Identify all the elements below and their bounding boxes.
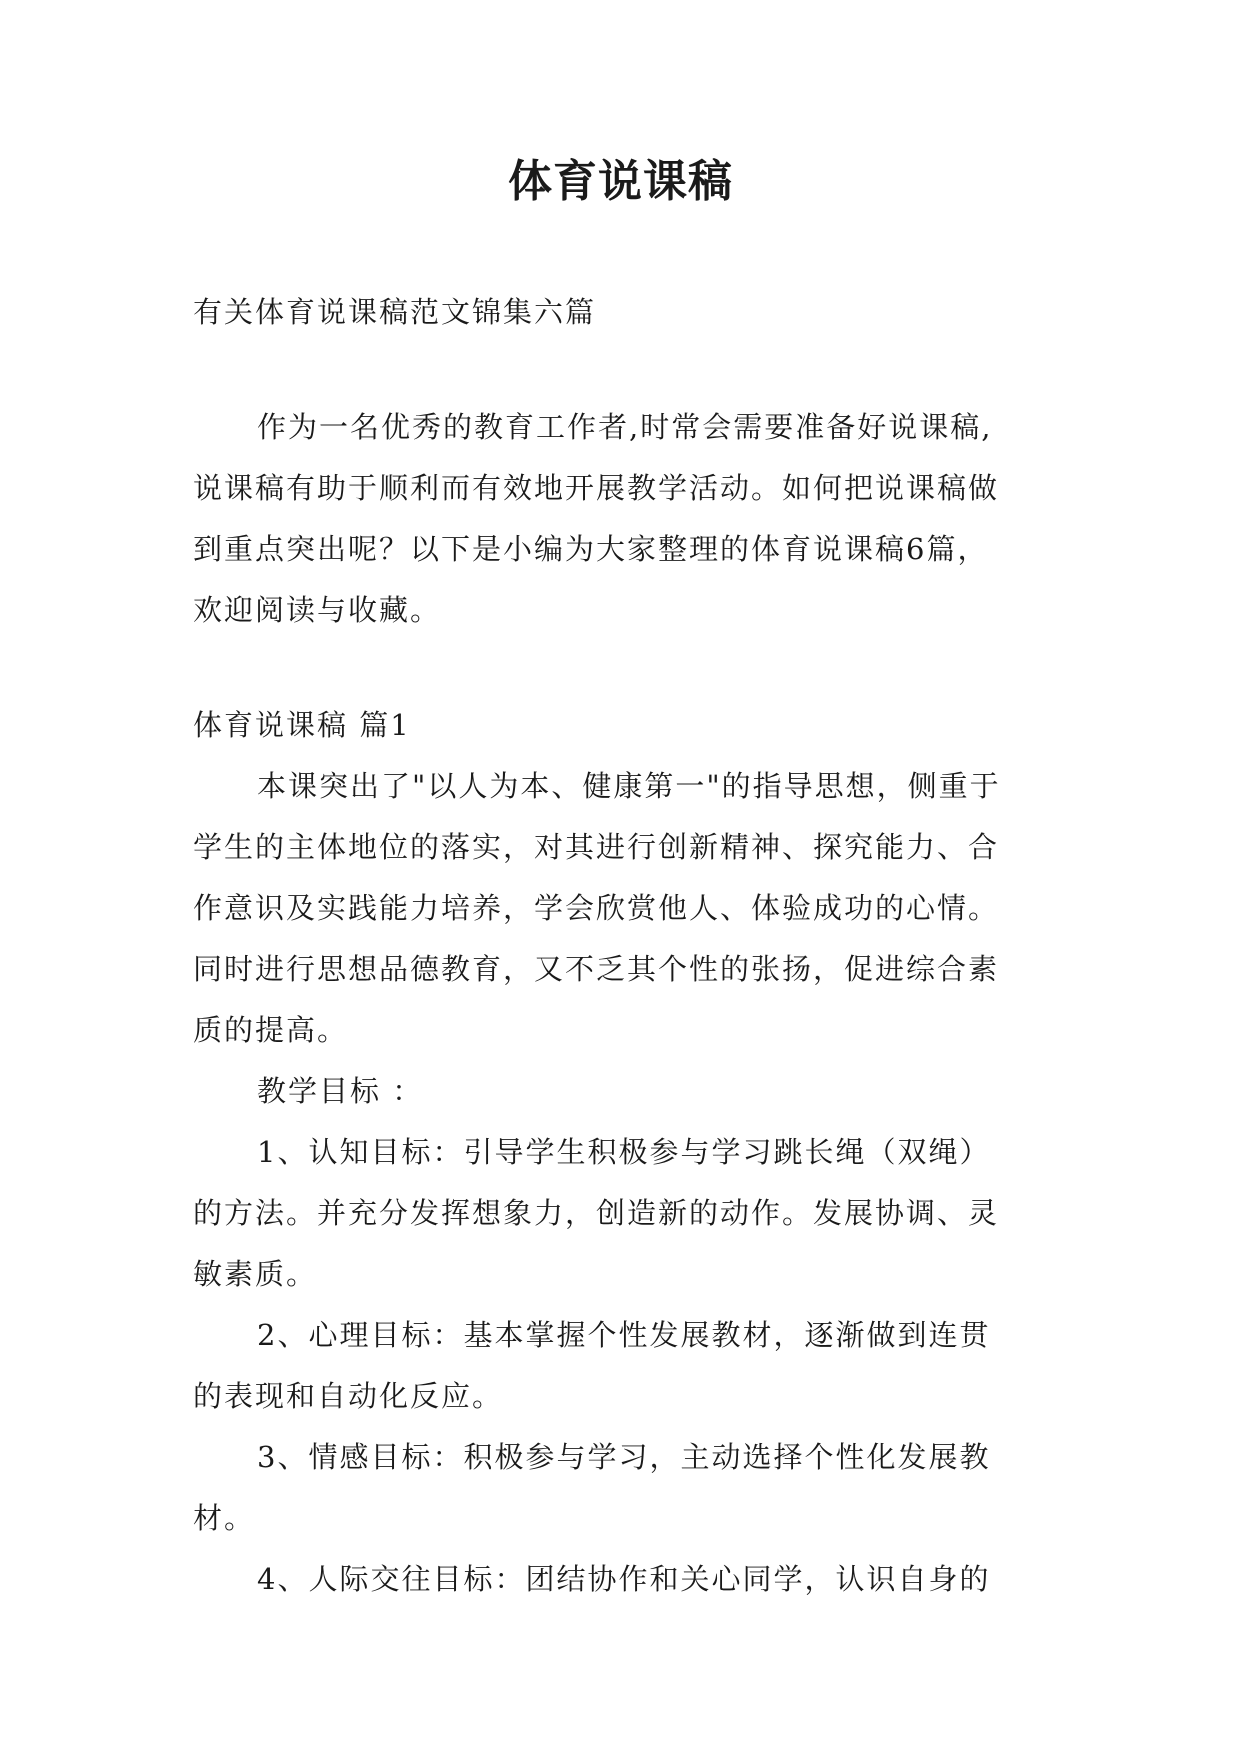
section-line: 的方法。并充分发挥想象力，创造新的动作。发展协调、灵 <box>193 1196 1000 1230</box>
section-line: 敏素质。 <box>193 1257 318 1291</box>
section-line: 材。 <box>193 1501 256 1535</box>
section-line: 质的提高。 <box>193 1013 349 1047</box>
intro-paragraph <box>193 397 1063 641</box>
intro-line: 欢迎阅读与收藏。 <box>193 593 442 627</box>
section-line: 4、人际交往目标：团结协作和关心同学，认识自身的 <box>257 1562 991 1596</box>
document-title: 体育说课稿 <box>508 156 733 207</box>
section-line: 3、情感目标：积极参与学习，主动选择个性化发展教 <box>257 1440 991 1474</box>
document-subtitle: 有关体育说课稿范文锦集六篇 <box>193 295 597 329</box>
teaching-goals-heading: 教学目标 ： <box>257 1074 424 1108</box>
section-line: 2、心理目标：基本掌握个性发展教材，逐渐做到连贯 <box>257 1318 991 1352</box>
intro-line: 说课稿有助于顺利而有效地开展教学活动。如何把说课稿做 <box>193 471 1000 505</box>
section-line: 学生的主体地位的落实，对其进行创新精神、探究能力、合 <box>193 830 1000 864</box>
section-line: 作意识及实践能力培养，学会欣赏他人、体验成功的心情。 <box>193 891 1000 925</box>
intro-line: 作为一名优秀的教育工作者,时常会需要准备好说课稿, <box>257 410 993 444</box>
intro-line: 到重点突出呢？以下是小编为大家整理的体育说课稿6篇， <box>193 532 989 566</box>
section-heading: 体育说课稿 篇1 <box>193 708 411 742</box>
section-line: 的表现和自动化反应。 <box>193 1379 504 1413</box>
section-line: 本课突出了"以人为本、健康第一"的指导思想，侧重于 <box>257 769 1001 803</box>
section-line: 1、认知目标：引导学生积极参与学习跳长绳（双绳） <box>257 1135 991 1169</box>
section-1 <box>193 695 1063 1610</box>
section-line: 同时进行思想品德教育，又不乏其个性的张扬，促进综合素 <box>193 952 1000 986</box>
